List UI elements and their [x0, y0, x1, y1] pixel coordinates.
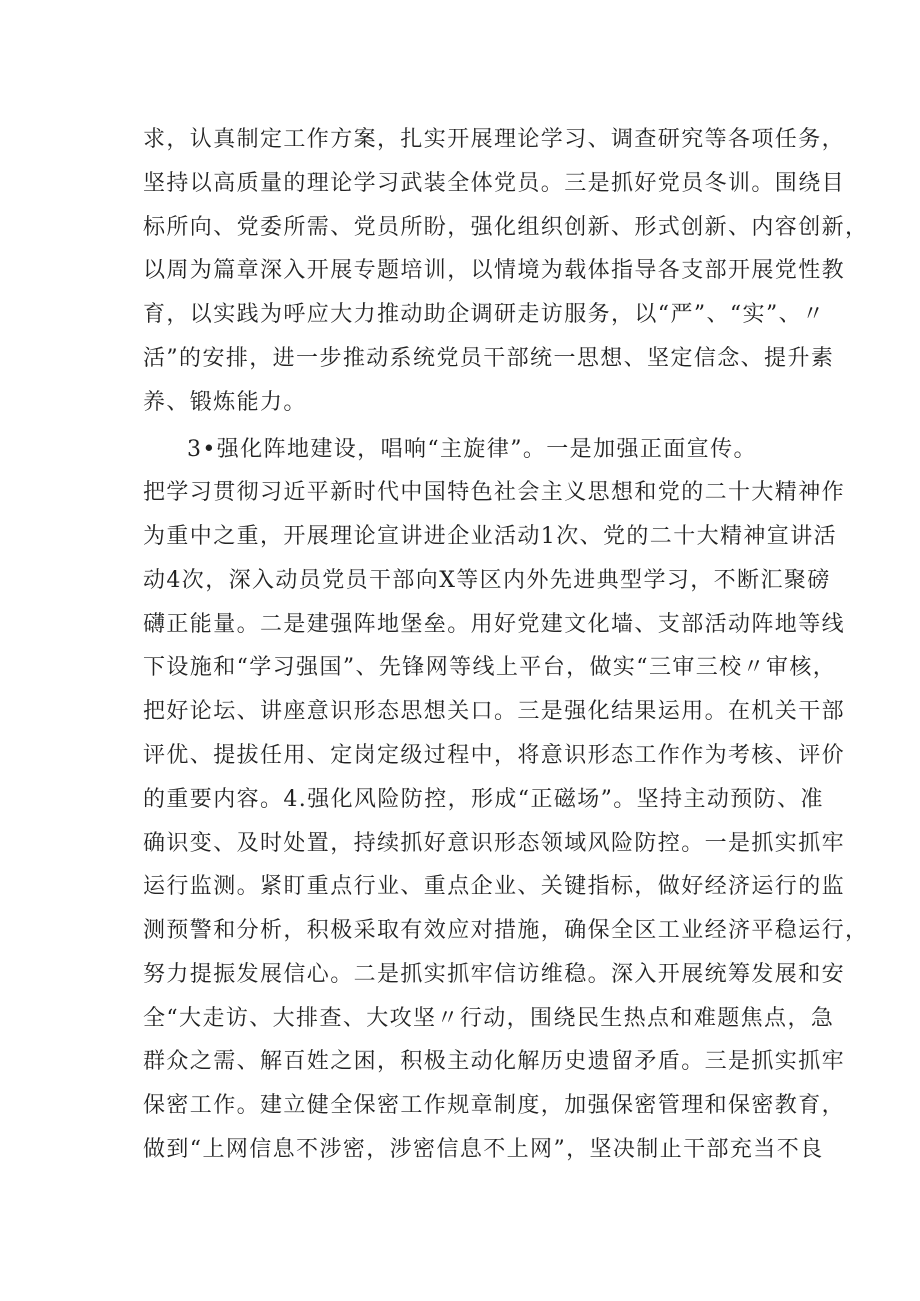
text-line: 坚持以高质量的理论学习武装全体党员。三是抓好党员冬训。围绕目 [143, 171, 846, 196]
text-line: 以周为篇章深入开展专题培训，以情境为载体指导各支部开展党性教 [143, 258, 846, 283]
text-line: 标所向、党委所需、党员所盼，强化组织创新、形式创新、内容创新， [143, 215, 869, 240]
text-line: 确识变、及时处置，持续抓好意识形态领域风险防控。一是抓实抓牢 [143, 831, 846, 856]
text-line: 把好论坛、讲座意识形态思想关口。三是强化结果运用。在机关干部 [143, 699, 846, 724]
text-line: 做到“上网信息不涉密，涉密信息不上网”，坚决制止干部充当不良 [143, 1137, 824, 1162]
text-line: 运行监测。紧盯重点行业、重点企业、关键指标，做好经济运行的监 [143, 874, 846, 899]
text-line: 下设施和“学习强国”、先锋网等线上平台，做实“三审三校〃审核， [143, 655, 837, 680]
text-line: 的重要内容。4.强化风险防控，形成“正磁场”。坚持主动预防、准 [143, 787, 824, 812]
text-line: 把学习贯彻习近平新时代中国特色社会主义思想和党的二十大精神作 [143, 480, 846, 505]
section-heading-line: 3•强化阵地建设，唱响“主旋律”。一是加强正面宣传。 [187, 437, 757, 462]
text-line: 评优、提拔任用、定岗定级过程中，将意识形态工作作为考核、评价 [143, 743, 846, 768]
text-line: 礴正能量。二是建强阵地堡垒。用好党建文化墙、支部活动阵地等线 [143, 612, 846, 637]
text-line: 努力提振发展信心。二是抓实抓牢信访维稳。深入开展统筹发展和安 [143, 962, 846, 987]
text-line: 为重中之重，开展理论宣讲进企业活动1次、党的二十大精神宣讲活 [143, 524, 837, 549]
text-line: 育，以实践为呼应大力推动助企调研走访服务，以“严”、“实”、〃 [143, 302, 826, 327]
text-line: 养、锻炼能力。 [143, 390, 307, 415]
text-line: 群众之需、解百姓之困，积极主动化解历史遗留矛盾。三是抓实抓牢 [143, 1049, 846, 1074]
text-line: 活”的安排，进一步推动系统党员干部统一思想、坚定信念、提升素 [143, 346, 835, 371]
text-line: 求，认真制定工作方案，扎实开展理论学习、调查研究等各项任务， [143, 127, 846, 152]
text-line: 全“大走访、大排查、大攻坚〃行动，围绕民生热点和难题焦点，急 [143, 1006, 835, 1031]
text-line: 动4次，深入动员党员干部向X等区内外先进典型学习，不断汇聚磅 [143, 568, 831, 593]
text-line: 保密工作。建立健全保密工作规章制度，加强保密管理和保密教育， [143, 1093, 846, 1118]
text-line: 测预警和分析，积极采取有效应对措施，确保全区工业经济平稳运行， [143, 918, 869, 943]
